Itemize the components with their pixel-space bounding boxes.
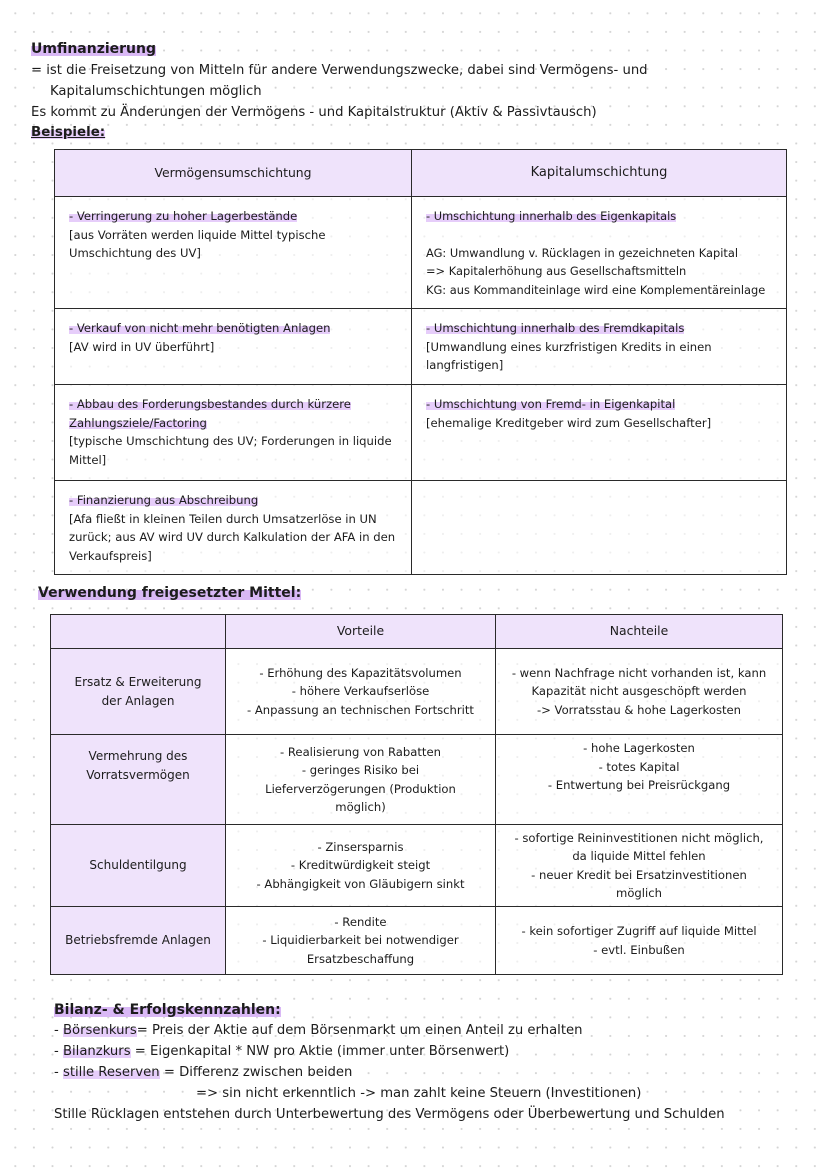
cell-heading: - Umschichtung innerhalb des Fremdkapitals (426, 321, 685, 335)
table-cell (55, 481, 412, 575)
cell-heading: - Abbau des Forderungsbestandes durch kürzere Zahlungsziele/Factoring (69, 397, 351, 430)
table-cell (412, 309, 787, 385)
umfinanzierung-title: Umfinanzierung (31, 41, 157, 57)
kennzahl-bilanzkurs: - Bilanzkurs = Eigenkapital * NW pro Aktie (immer unter Börsenwert) (54, 1044, 510, 1059)
header-kapitalumschichtung: Kapitalumschichtung (412, 150, 787, 197)
cell-body: [aus Vorräten werden liquide Mittel typische Umschichtung des UV] (69, 227, 326, 260)
stille-ruecklagen-line: Stille Rücklagen entstehen durch Unterbewertung des Vermögens oder Überbewertung und Schulden (54, 1107, 725, 1122)
kennzahl-sub-note: => sin nicht erkenntlich -> man zahlt keine Steuern (Investitionen) (196, 1086, 642, 1101)
table-cell-empty (412, 481, 787, 575)
table-cell (412, 385, 787, 481)
umfinanzierung-line-3: Es kommt zu Änderungen der Vermögens - und Kapitalstruktur (Aktiv & Passivtausch) (31, 105, 597, 120)
header-vorteile: Vorteile (226, 615, 496, 649)
kennzahl-stille-reserven: - stille Reserven = Differenz zwischen beiden (54, 1065, 353, 1080)
row-label: Vermehrung des Vorratsvermögen (51, 735, 226, 825)
table-cell (55, 385, 412, 481)
nachteile-cell: - wenn Nachfrage nicht vorhanden ist, kann Kapazität nicht ausgeschöpft werden -> Vorratsstau & hohe Lagerkosten (496, 649, 783, 735)
row-label: Schuldentilgung (51, 825, 226, 907)
cell-body: [Umwandlung eines kurzfristigen Kredits in einen langfristigen] (426, 339, 712, 372)
nachteile-cell: - sofortige Reininvestitionen nicht möglich, da liquide Mittel fehlen - neuer Kredit bei Ersatzinvestitionen möglich (496, 825, 783, 907)
table-cell (55, 197, 412, 309)
cell-body: [ehemalige Kreditgeber wird zum Gesellschafter] (426, 415, 712, 430)
row-label: Ersatz & Erweiterung der Anlagen (51, 649, 226, 735)
nachteile-cell: - kein sofortiger Zugriff auf liquide Mittel - evtl. Einbußen (496, 907, 783, 975)
verwendung-table (50, 614, 783, 975)
umschichtung-table (54, 149, 787, 575)
vorteile-cell: - Realisierung von Rabatten - geringes Risiko bei Lieferverzögerungen (Produktion möglich) (226, 735, 496, 825)
umfinanzierung-definition-2: Kapitalumschichtungen möglich (50, 84, 262, 99)
vorteile-cell: - Zinsersparnis - Kreditwürdigkeit steigt - Abhängigkeit von Gläubigern sinkt (226, 825, 496, 907)
header-vermoegensumschichtung: Vermögensumschichtung (55, 150, 412, 197)
cell-body: [AV wird in UV überführt] (69, 339, 215, 354)
beispiele-label: Beispiele: (31, 125, 106, 140)
cell-body: AG: Umwandlung v. Rücklagen in gezeichneten Kapital (426, 245, 738, 260)
header-empty (51, 615, 226, 649)
cell-heading: - Umschichtung innerhalb des Eigenkapitals (426, 209, 677, 223)
table-cell (412, 197, 787, 309)
kennzahl-boersenkurs: - Börsenkurs= Preis der Aktie auf dem Börsenmarkt um einen Anteil zu erhalten (54, 1023, 583, 1038)
cell-heading: - Umschichtung von Fremd- in Eigenkapital (426, 397, 676, 411)
cell-body: => Kapitalerhöhung aus Gesellschaftsmitteln (426, 264, 687, 278)
row-label: Betriebsfremde Anlagen (51, 907, 226, 975)
nachteile-cell: - hohe Lagerkosten - totes Kapital - Entwertung bei Preisrückgang (496, 735, 783, 825)
cell-body: [typische Umschichtung des UV; Forderungen in liquide Mittel] (69, 434, 392, 467)
verwendung-title: Verwendung freigesetzter Mittel: (38, 585, 302, 601)
cell-body: KG: aus Kommanditeinlage wird eine Komplementäreinlage (426, 282, 766, 297)
cell-heading: - Verringerung zu hoher Lagerbestände (69, 209, 298, 223)
vorteile-cell: - Erhöhung des Kapazitätsvolumen - höhere Verkaufserlöse - Anpassung an technischen Fortschritt (226, 649, 496, 735)
cell-heading: - Verkauf von nicht mehr benötigten Anlagen (69, 321, 331, 335)
cell-body: [Afa fließt in kleinen Teilen durch Umsatzerlöse in UN zurück; aus AV wird UV durch Kalkulation der AFA in den Verkaufspreis] (69, 511, 396, 563)
header-nachteile: Nachteile (496, 615, 783, 649)
kennzahlen-title: Bilanz- & Erfolgskennzahlen: (54, 1002, 281, 1018)
umfinanzierung-definition-1: = ist die Freisetzung von Mitteln für andere Verwendungszwecke, dabei sind Vermögens- und (31, 63, 648, 78)
vorteile-cell: - Rendite - Liquidierbarkeit bei notwendiger Ersatzbeschaffung (226, 907, 496, 975)
table-cell (55, 309, 412, 385)
cell-heading: - Finanzierung aus Abschreibung (69, 493, 259, 507)
